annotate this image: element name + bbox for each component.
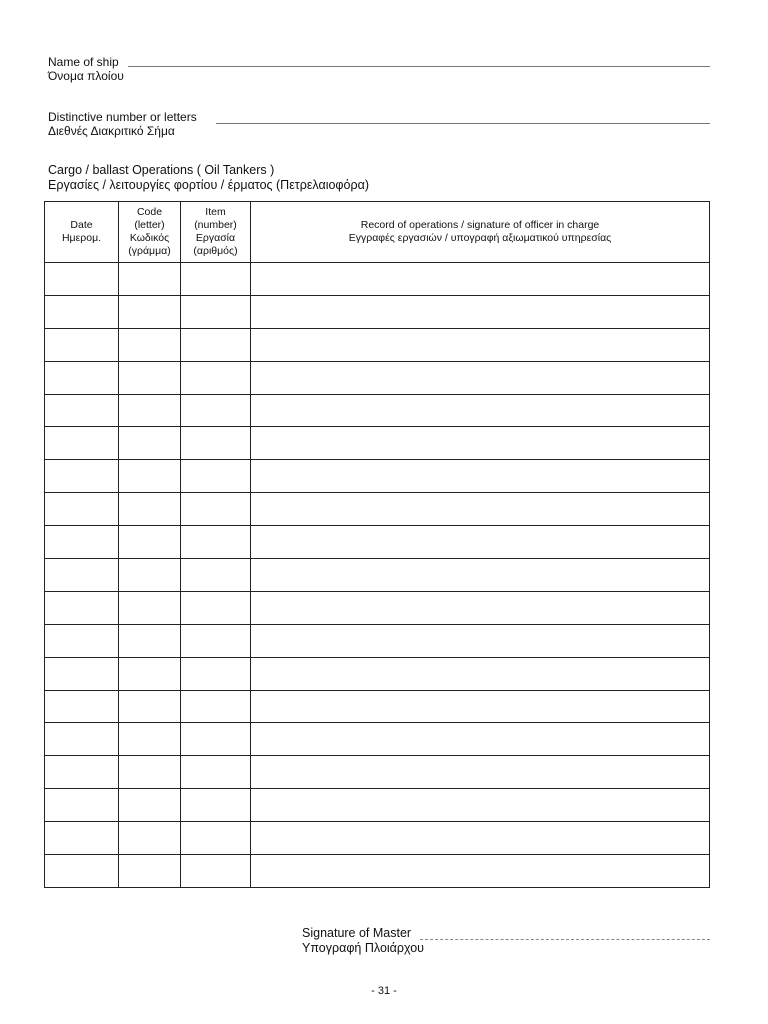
table-row — [45, 756, 710, 789]
date-cell[interactable] — [45, 263, 119, 296]
code-cell[interactable] — [119, 394, 181, 427]
table-row — [45, 295, 710, 328]
code-cell[interactable] — [119, 559, 181, 592]
ship-name-label-en: Name of ship — [48, 55, 119, 69]
table-row — [45, 591, 710, 624]
table-header-row — [45, 202, 710, 263]
table-row — [45, 723, 710, 756]
item-cell[interactable] — [181, 624, 251, 657]
record-cell[interactable] — [251, 855, 710, 888]
date-cell[interactable] — [45, 526, 119, 559]
item-cell[interactable] — [181, 822, 251, 855]
item-cell[interactable] — [181, 328, 251, 361]
date-cell[interactable] — [45, 328, 119, 361]
table-row — [45, 855, 710, 888]
code-cell[interactable] — [119, 756, 181, 789]
table-row — [45, 822, 710, 855]
item-column-header — [181, 202, 251, 263]
record-cell[interactable] — [251, 789, 710, 822]
date-cell[interactable] — [45, 493, 119, 526]
table-row — [45, 559, 710, 592]
date-column-header — [45, 202, 119, 263]
ship-name-field — [48, 55, 710, 83]
code-cell[interactable] — [119, 361, 181, 394]
table-row — [45, 690, 710, 723]
code-cell[interactable] — [119, 657, 181, 690]
signature-line[interactable] — [420, 939, 710, 940]
record-cell[interactable] — [251, 493, 710, 526]
item-cell[interactable] — [181, 657, 251, 690]
item-cell[interactable] — [181, 855, 251, 888]
record-cell[interactable] — [251, 559, 710, 592]
item-cell[interactable] — [181, 460, 251, 493]
header-line: Item — [205, 206, 226, 218]
date-cell[interactable] — [45, 855, 119, 888]
table-row — [45, 328, 710, 361]
record-cell[interactable] — [251, 591, 710, 624]
date-cell[interactable] — [45, 756, 119, 789]
code-cell[interactable] — [119, 591, 181, 624]
distinctive-number-line[interactable] — [216, 123, 710, 124]
item-cell[interactable] — [181, 756, 251, 789]
section-title — [48, 163, 369, 193]
item-cell[interactable] — [181, 394, 251, 427]
table-row — [45, 361, 710, 394]
date-cell[interactable] — [45, 361, 119, 394]
table-row — [45, 789, 710, 822]
code-column-header — [119, 202, 181, 263]
section-title-gr: Εργασίες / λειτουργίες φορτίου / έρματος (Πετρελαιοφόρα) — [48, 178, 369, 192]
record-cell[interactable] — [251, 822, 710, 855]
date-cell[interactable] — [45, 789, 119, 822]
signature-label-en: Signature of Master — [302, 926, 412, 940]
code-cell[interactable] — [119, 723, 181, 756]
item-cell[interactable] — [181, 559, 251, 592]
operations-table — [44, 201, 710, 888]
table-row — [45, 493, 710, 526]
date-cell[interactable] — [45, 723, 119, 756]
code-cell[interactable] — [119, 855, 181, 888]
code-cell[interactable] — [119, 789, 181, 822]
code-cell[interactable] — [119, 460, 181, 493]
header-line: Record of operations / signature of officer in charge — [360, 219, 600, 231]
item-cell[interactable] — [181, 591, 251, 624]
date-cell[interactable] — [45, 690, 119, 723]
table-row — [45, 624, 710, 657]
distinctive-label-gr: Διεθνές Διακριτικό Σήμα — [48, 124, 175, 138]
header-line: (letter) — [134, 219, 165, 231]
record-cell[interactable] — [251, 460, 710, 493]
table-row — [45, 394, 710, 427]
item-cell[interactable] — [181, 427, 251, 460]
distinctive-label-en: Distinctive number or letters — [48, 110, 197, 124]
header-line: Κωδικός — [129, 232, 170, 244]
section-title-en: Cargo / ballast Operations ( Oil Tankers ) — [48, 163, 275, 177]
table-row — [45, 526, 710, 559]
record-cell[interactable] — [251, 756, 710, 789]
code-cell[interactable] — [119, 263, 181, 296]
record-cell[interactable] — [251, 526, 710, 559]
record-cell[interactable] — [251, 657, 710, 690]
ship-name-line[interactable] — [128, 66, 710, 67]
code-cell[interactable] — [119, 822, 181, 855]
table-body — [45, 263, 710, 888]
record-cell[interactable] — [251, 263, 710, 296]
table-row — [45, 460, 710, 493]
date-cell[interactable] — [45, 657, 119, 690]
table-row — [45, 657, 710, 690]
record-cell[interactable] — [251, 361, 710, 394]
header-line: (number) — [194, 219, 237, 231]
ship-name-label-gr: Όνομα πλοίου — [48, 69, 124, 83]
header-line: (γράμμα) — [128, 245, 171, 257]
item-cell[interactable] — [181, 690, 251, 723]
record-cell[interactable] — [251, 427, 710, 460]
item-cell[interactable] — [181, 789, 251, 822]
code-cell[interactable] — [119, 328, 181, 361]
date-cell[interactable] — [45, 624, 119, 657]
header-line: Code — [136, 206, 163, 218]
code-cell[interactable] — [119, 526, 181, 559]
master-signature — [302, 926, 710, 956]
record-cell[interactable] — [251, 295, 710, 328]
item-cell[interactable] — [181, 493, 251, 526]
header-line: (αριθμός) — [193, 245, 238, 257]
record-cell[interactable] — [251, 723, 710, 756]
date-cell[interactable] — [45, 427, 119, 460]
date-cell[interactable] — [45, 295, 119, 328]
date-cell[interactable] — [45, 822, 119, 855]
item-cell[interactable] — [181, 526, 251, 559]
date-cell[interactable] — [45, 460, 119, 493]
record-cell[interactable] — [251, 624, 710, 657]
record-cell[interactable] — [251, 328, 710, 361]
header-line: Date — [70, 219, 93, 231]
code-cell[interactable] — [119, 624, 181, 657]
header-line: Εργασία — [195, 232, 236, 244]
record-cell[interactable] — [251, 394, 710, 427]
item-cell[interactable] — [181, 361, 251, 394]
record-column-header — [251, 202, 710, 263]
code-cell[interactable] — [119, 427, 181, 460]
header-line: Ημερομ. — [61, 232, 102, 244]
item-cell[interactable] — [181, 263, 251, 296]
page-number: - 31 - — [371, 985, 397, 997]
item-cell[interactable] — [181, 295, 251, 328]
item-cell[interactable] — [181, 723, 251, 756]
table-row — [45, 427, 710, 460]
table-row — [45, 263, 710, 296]
signature-label-gr: Υπογραφή Πλοιάρχου — [302, 941, 425, 955]
distinctive-number-field — [48, 110, 710, 138]
code-cell[interactable] — [119, 493, 181, 526]
date-cell[interactable] — [45, 591, 119, 624]
date-cell[interactable] — [45, 394, 119, 427]
code-cell[interactable] — [119, 690, 181, 723]
code-cell[interactable] — [119, 295, 181, 328]
record-cell[interactable] — [251, 690, 710, 723]
header-line: Εγγραφές εργασιών / υπογραφή αξιωματικού υπηρεσίας — [348, 232, 612, 244]
date-cell[interactable] — [45, 559, 119, 592]
